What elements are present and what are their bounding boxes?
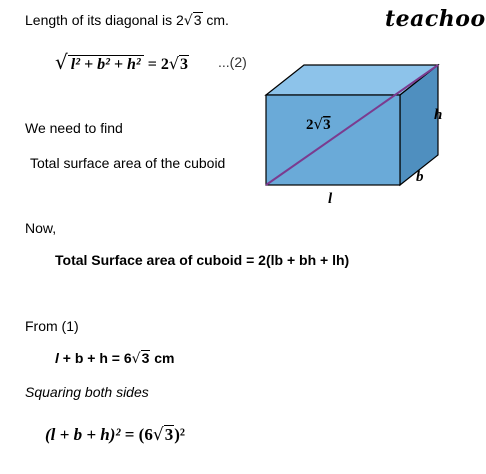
sqrt-symbol: √ xyxy=(168,54,180,73)
total-surface-area-target: Total surface area of the cuboid xyxy=(30,155,226,171)
sum-equation-unit: cm xyxy=(150,350,175,366)
equation-2-equals: = 2 xyxy=(143,56,169,73)
diagonal-label-radicand: 3 xyxy=(323,117,331,133)
we-need-to-find: We need to find xyxy=(25,120,123,136)
sum-equation-l: l xyxy=(55,350,59,366)
final-equation-lhs: (l + b + h)² xyxy=(45,425,121,444)
final-equation xyxy=(45,425,185,445)
equation-2 xyxy=(55,50,189,74)
sum-equation-rest: + b + h = 6 xyxy=(58,350,132,366)
sqrt-symbol: √ xyxy=(131,351,141,367)
from-1-label: From (1) xyxy=(25,318,79,334)
diagonal-label xyxy=(306,115,331,133)
final-equation-coef: (6 xyxy=(138,425,153,444)
diagonal-statement-text: Length of its diagonal is 2 xyxy=(25,12,184,28)
sqrt-symbol: √ xyxy=(313,115,324,133)
final-equation-equals: = xyxy=(120,425,139,444)
equation-2-lhs: l² + b² + h² xyxy=(68,55,144,74)
final-equation-close: )² xyxy=(174,425,185,444)
tsa-formula: Total Surface area of cuboid = 2(lb + bh + lh) xyxy=(55,252,350,268)
l-label: l xyxy=(328,191,333,207)
big-sqrt-symbol: √ xyxy=(55,50,68,74)
diagonal-statement xyxy=(25,12,229,29)
now-label: Now, xyxy=(25,220,57,236)
teachoo-logo: teachoo xyxy=(385,6,486,32)
sqrt-symbol: √ xyxy=(183,13,193,29)
sqrt-symbol: √ xyxy=(152,425,164,445)
cuboid-diagram xyxy=(258,55,458,215)
diagonal-radicand: 3 xyxy=(193,12,202,28)
sum-equation xyxy=(55,350,175,367)
equation-2-radicand: 3 xyxy=(180,56,189,73)
diagonal-unit: cm. xyxy=(202,12,229,28)
diagonal-label-coef: 2 xyxy=(306,117,314,133)
final-equation-radicand: 3 xyxy=(164,425,174,444)
sum-equation-radicand: 3 xyxy=(141,350,150,366)
b-label: b xyxy=(416,169,424,185)
squaring-label: Squaring both sides xyxy=(25,384,149,400)
h-label: h xyxy=(434,107,443,123)
equation-2-tag: ...(2) xyxy=(218,54,247,70)
